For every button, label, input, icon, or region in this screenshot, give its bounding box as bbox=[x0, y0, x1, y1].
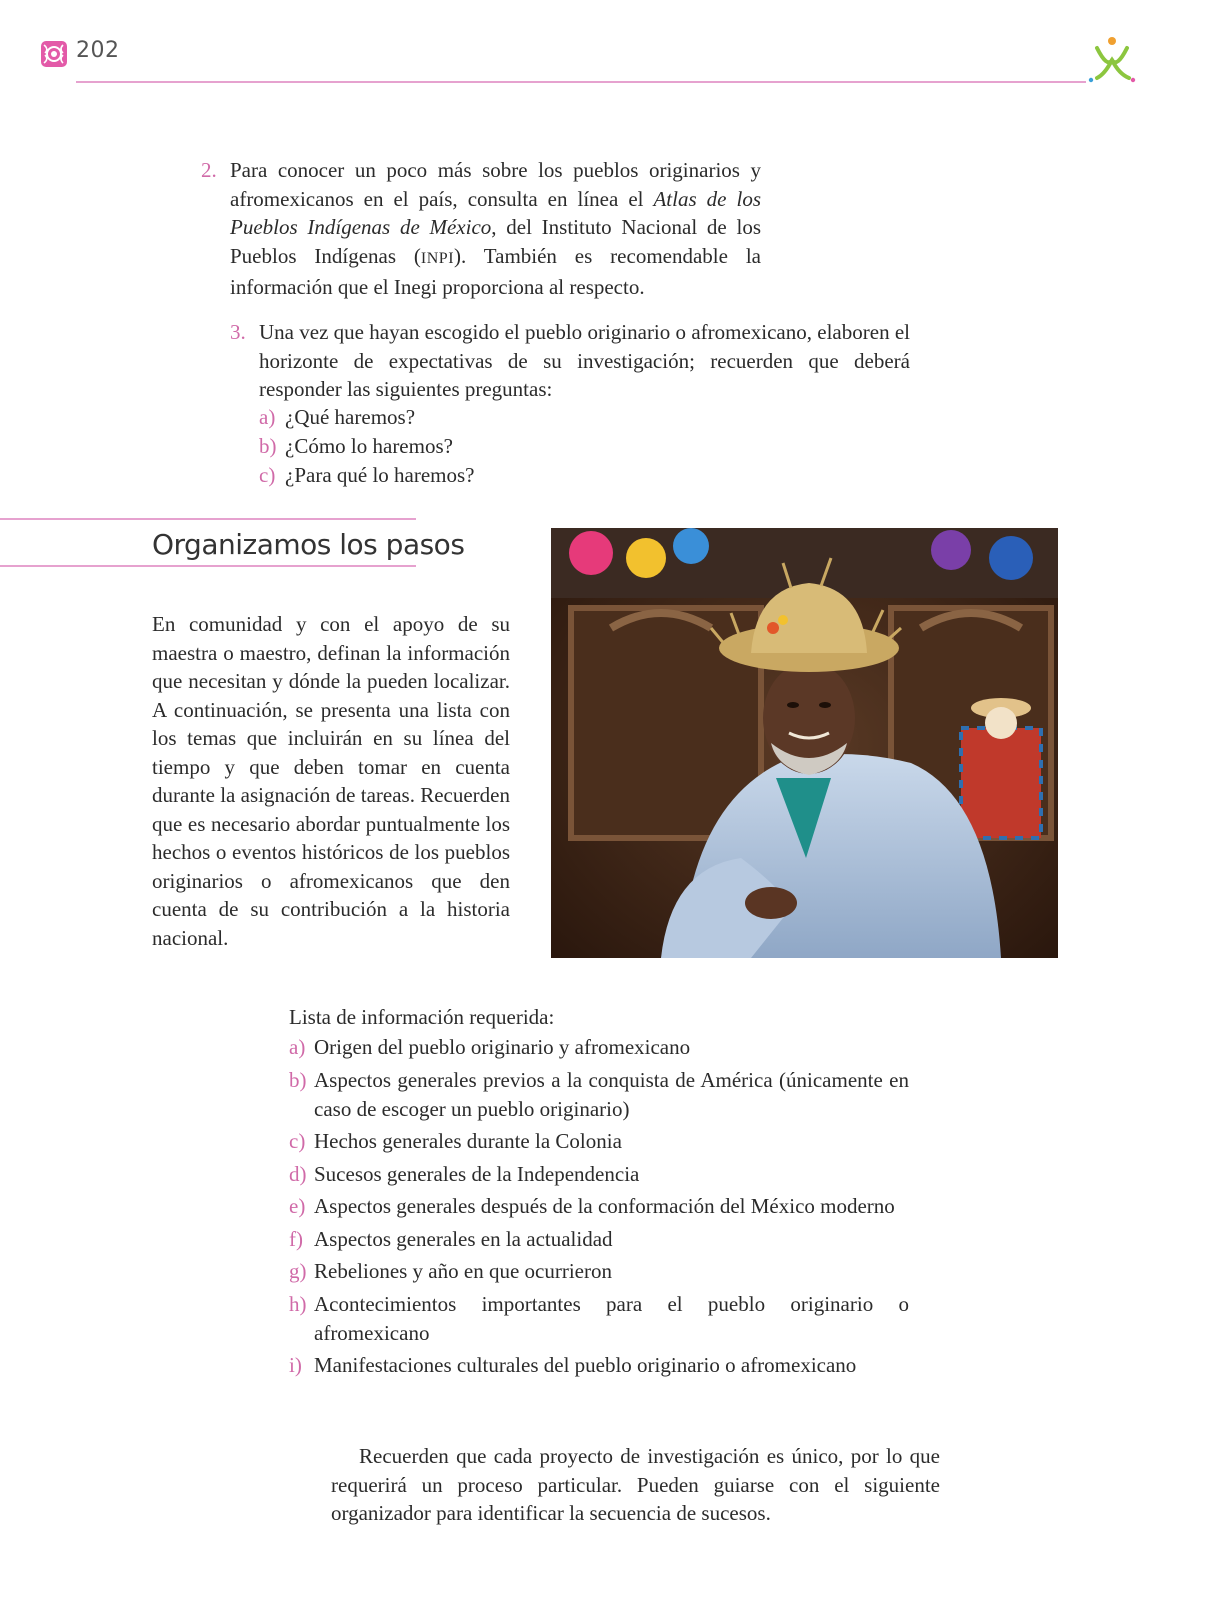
dancing-figure-logo bbox=[1085, 34, 1139, 86]
page-header bbox=[0, 0, 1214, 100]
list-item: a) Origen del pueblo originario y afromexicano bbox=[289, 1035, 691, 1059]
inpi-acronym: INPI bbox=[420, 249, 455, 267]
item-text: Una vez que hayan escogido el pueblo originario o afromexicano, elaboren el horizonte de expectativas de su investigación; recuerden que deberá responder las siguientes preguntas: bbox=[259, 320, 910, 401]
list-item: b) Aspectos generales previos a la conquista de América (únicamente en caso de escoger un pueblo originario) bbox=[289, 1067, 909, 1121]
list-item: i) Manifestaciones culturales del pueblo originario o afromexicano bbox=[289, 1353, 857, 1377]
list-item: h) Acontecimientos importantes para el pueblo originario o afromexicano bbox=[289, 1291, 909, 1345]
elderly-man-straw-hat-photo bbox=[551, 528, 1058, 958]
item-number: 3. bbox=[230, 320, 246, 344]
section-paragraph: En comunidad y con el apoyo de su maestra o maestro, definan la información que necesitan y dónde la pueden localizar. A continuación, se presenta una lista con los temas que incluirán en su línea del tiempo y que deben tomar en cuenta durante la asignación de tareas. Recuerden que es necesario abordar puntualmente los hechos o eventos históricos de los pueblos originarios o afromexicanos que den cuenta de su contribución a la historia nacional. bbox=[152, 612, 510, 950]
instruction-item-2 bbox=[201, 156, 761, 299]
item-number: 2. bbox=[201, 158, 217, 182]
section-title: Organizamos los pasos bbox=[152, 528, 465, 561]
list-item: c) ¿Para qué lo haremos? bbox=[259, 463, 475, 487]
page-number: 202 bbox=[76, 38, 120, 63]
section-rule-top bbox=[0, 518, 416, 520]
atlas-title: Atlas de los Pueblos Indígenas de México bbox=[230, 186, 761, 239]
questions-list bbox=[259, 403, 759, 490]
header-rule bbox=[76, 81, 1086, 83]
info-list-title: Lista de información requerida: bbox=[289, 1005, 555, 1029]
instruction-item-3 bbox=[230, 318, 910, 401]
list-item: g) Rebeliones y año en que ocurrieron bbox=[289, 1259, 612, 1283]
list-item: b) ¿Cómo lo haremos? bbox=[259, 434, 453, 458]
info-list bbox=[289, 1033, 909, 1384]
item-text: Para conocer un poco más sobre los pueblos originarios y afromexicanos en el país, consulta en línea el Atlas de los Pueblos Indígenas de México, del Instituto Nacional de los Pueblos Indígenas (INPI). También es recomendable la información que el Inegi proporciona al respecto. bbox=[230, 158, 761, 299]
list-item: a) ¿Qué haremos? bbox=[259, 405, 416, 429]
section-rule-bottom bbox=[0, 565, 416, 567]
list-item: d) Sucesos generales de la Independencia bbox=[289, 1161, 640, 1186]
list-item: f) Aspectos generales en la actualidad bbox=[289, 1226, 613, 1251]
flower-glyph-icon bbox=[40, 40, 68, 68]
list-item: c) Hechos generales durante la Colonia bbox=[289, 1129, 622, 1153]
closing-paragraph: Recuerden que cada proyecto de investigación es único, por lo que requerirá un proceso particular. Pueden guiarse con el siguiente organizador para identificar la secuencia de sucesos. bbox=[331, 1444, 940, 1525]
list-item: e) Aspectos generales después de la conformación del México moderno bbox=[289, 1194, 895, 1218]
